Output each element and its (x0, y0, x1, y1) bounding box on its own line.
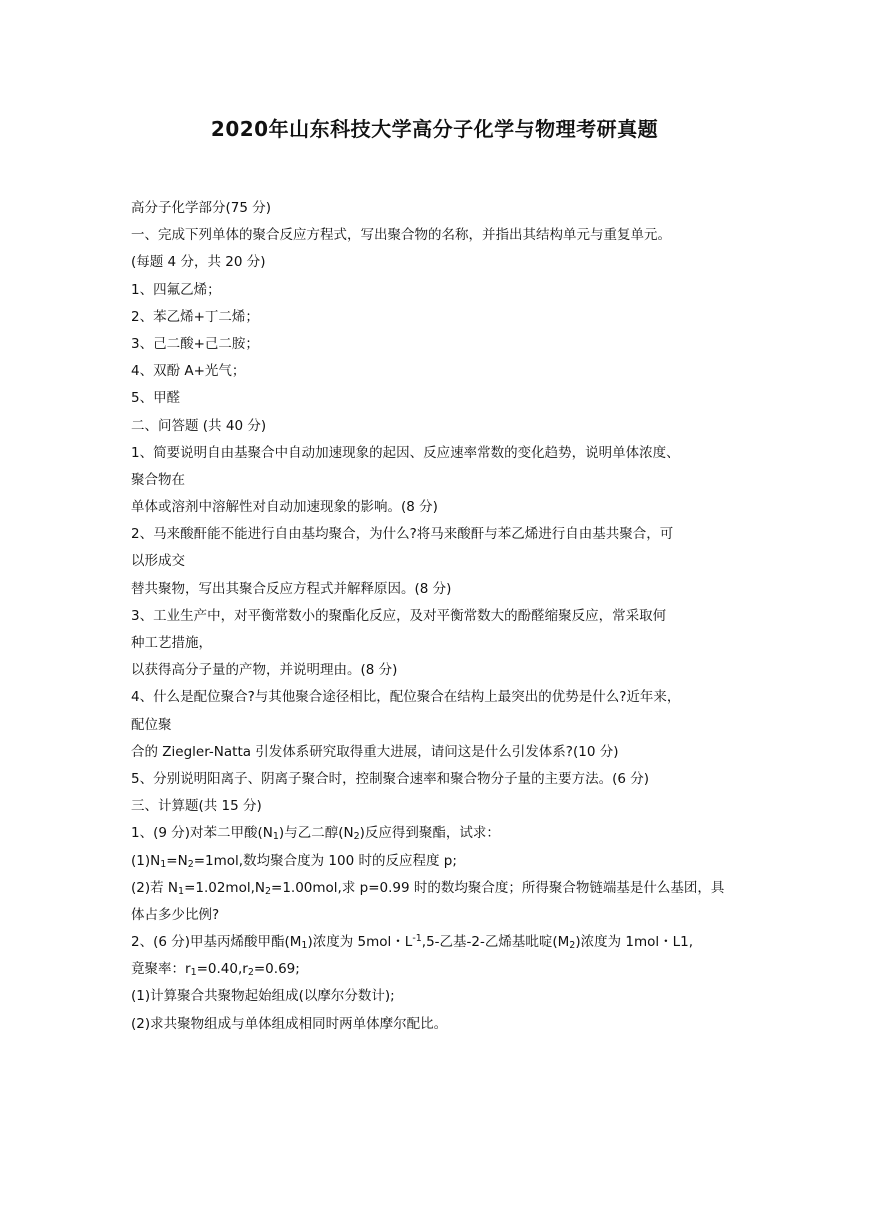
question-1-3: 3、己二酸+己二胺； (131, 335, 259, 352)
subscript: 1 (301, 940, 308, 952)
subscript: 2 (264, 885, 272, 897)
question-2-3-line-1: 3、工业生产中，对平衡常数小的聚酯化反应，及对平衡常数大的酚醛缩聚反应，常采取何 (131, 607, 667, 624)
question-1-5: 5、甲醛 (131, 390, 181, 407)
text-run: )浓度为 1mol・L1, (575, 934, 694, 951)
question-group-1-heading: 一、完成下列单体的聚合反应方程式，写出聚合物的名称，并指出其结构单元与重复单元。 (131, 227, 671, 244)
text-run: =1.02mol,N (184, 879, 265, 896)
subscript: 2 (247, 967, 254, 979)
subscript: 1 (190, 967, 197, 979)
question-group-2-heading: 二、问答题 (共 40 分) (131, 417, 267, 434)
question-2-2-line-2: 以形成交 (131, 553, 185, 570)
text-run: (2)若 N (131, 879, 179, 896)
question-2-4-line-2: 配位聚 (131, 716, 172, 733)
question-3-1-part-2-line-2: 体占多少比例? (131, 906, 220, 923)
question-2-5: 5、分别说明阳离子、阴离子聚合时，控制聚合速率和聚合物分子量的主要方法。(6 分) (131, 770, 650, 787)
question-3-2-intro (131, 929, 743, 956)
text-run: 1、(9 分)对苯二甲酸(N (131, 825, 273, 842)
question-3-2-reactivity-ratios (131, 956, 743, 983)
question-3-1-intro (131, 820, 743, 847)
question-2-4-line-1: 4、什么是配位聚合?与其他聚合途径相比，配位聚合在结构上最突出的优势是什么?近年来， (131, 689, 681, 706)
subscript: 1 (272, 831, 279, 843)
text-run: 竟聚率：r (131, 961, 191, 978)
question-2-2-line-1: 2、马来酸酐能不能进行自由基均聚合，为什么?将马来酸酐与苯乙烯进行自由基共聚合，可 (131, 526, 674, 543)
question-1-1: 1、四氟乙烯； (131, 281, 221, 298)
text-run: ,5-乙基-2-乙烯基吡啶(M (421, 934, 570, 951)
text-run: )与乙二醇(N (278, 825, 354, 842)
subscript: 1 (178, 885, 185, 897)
text-run: =0.69; (253, 961, 300, 978)
question-1-2: 2、苯乙烯+丁二烯； (131, 308, 259, 325)
question-2-1-line-1: 1、简要说明自由基聚合中自动加速现象的起因、反应速率常数的变化趋势，说明单体浓度、 (131, 444, 680, 461)
question-2-3-line-2: 种工艺措施， (131, 635, 212, 651)
document-title: 2020年山东科技大学高分子化学与物理考研真题 (210, 117, 659, 141)
question-2-4-line-3: 合的 Ziegler-Natta 引发体系研究取得重大进展，请问这是什么引发体系?(10 分) (131, 743, 619, 760)
superscript: -1 (412, 933, 422, 945)
section-heading-polymer-chemistry: 高分子化学部分(75 分) (131, 200, 272, 216)
text-run: =1mol,数均聚合度为 100 时的反应程度 p; (193, 852, 457, 869)
document-body (131, 195, 743, 1038)
text-run: 2、(6 分)甲基丙烯酸甲酯(M (131, 934, 302, 951)
question-3-1-part-2-line-1 (131, 875, 743, 902)
question-3-2-part-1: (1)计算聚合共聚物起始组成(以摩尔分数计); (131, 988, 395, 1005)
text-run: =0.40,r (196, 961, 248, 978)
text-run: )反应得到聚酯，试求： (359, 825, 500, 842)
subscript: 1 (160, 858, 167, 870)
text-run: )浓度为 5mol・L (307, 934, 413, 951)
question-2-3-line-3: 以获得高分子量的产物，并说明理由。(8 分) (131, 662, 398, 679)
text-run: (1)N (131, 852, 161, 869)
question-1-4: 4、双酚 A+光气； (131, 363, 246, 380)
subscript: 2 (353, 831, 360, 843)
question-group-1-scoring: (每题 4 分，共 20 分) (131, 254, 266, 271)
question-3-2-part-2: (2)求共聚物组成与单体组成相同时两单体摩尔配比。 (131, 1015, 448, 1032)
question-3-1-part-1 (131, 848, 743, 875)
subscript: 2 (569, 940, 576, 952)
question-2-2-line-3: 替共聚物，写出其聚合反应方程式并解释原因。(8 分) (131, 580, 452, 597)
question-2-1-line-2: 聚合物在 (131, 471, 185, 488)
text-run: =1.00mol,求 p=0.99 时的数均聚合度；所得聚合物链端基是什么基团，具 (271, 879, 725, 896)
text-run: =N (166, 852, 188, 869)
question-group-3-heading: 三、计算题(共 15 分) (131, 798, 262, 815)
subscript: 2 (187, 858, 194, 870)
question-2-1-line-3: 单体或溶剂中溶解性对自动加速现象的影响。(8 分) (131, 499, 438, 516)
